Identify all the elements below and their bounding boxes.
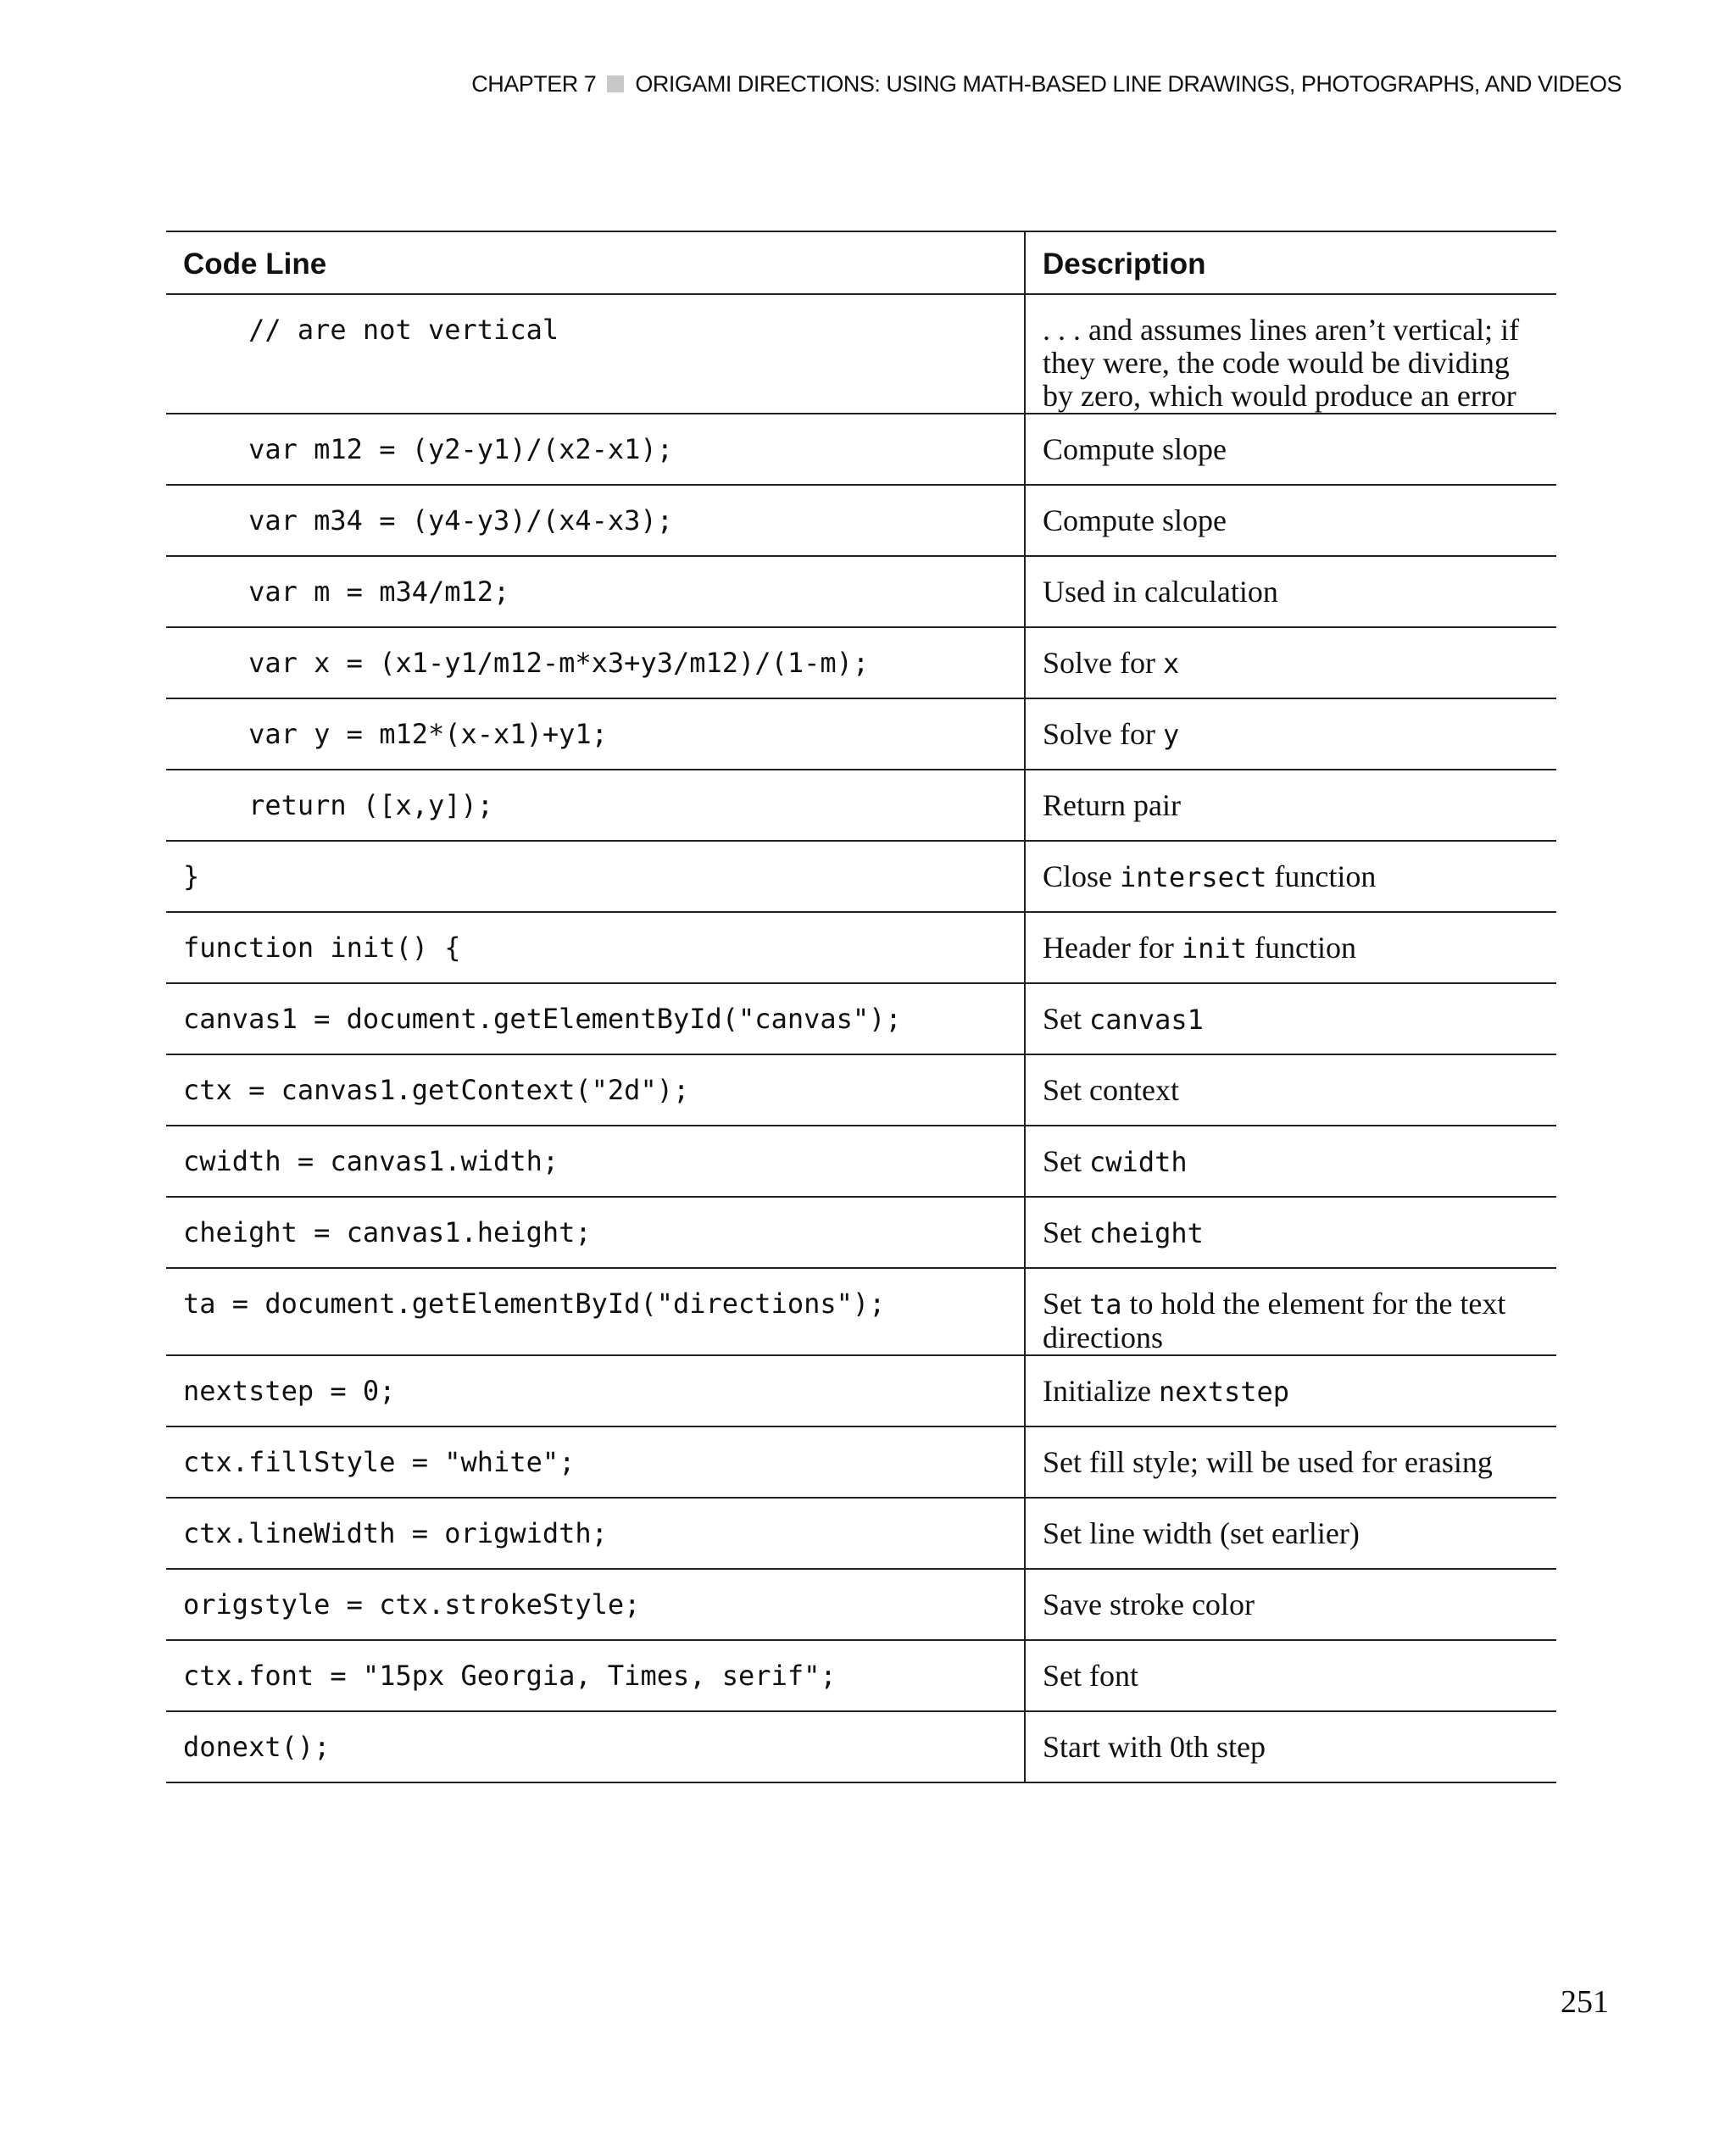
description-text: Close (1043, 859, 1121, 893)
code-line-cell: cheight = canvas1.height; (166, 1197, 1025, 1268)
table-row (166, 983, 1556, 1054)
code-term: cheight (1089, 1217, 1204, 1249)
description-text: Set (1043, 1002, 1090, 1036)
code-line-cell: function init() { (166, 912, 1025, 983)
table-row (166, 1355, 1556, 1426)
code-line-cell: canvas1 = document.getElementById("canvas"); (166, 983, 1025, 1054)
column-header-description: Description (1025, 231, 1556, 294)
code-line-cell: var x = (x1-y1/m12-m*x3+y3/m12)/(1-m); (166, 627, 1025, 698)
table-header-row (166, 231, 1556, 294)
description-cell (1025, 1054, 1556, 1126)
description-cell (1025, 556, 1556, 627)
description-text: Solve for (1043, 717, 1163, 751)
description-text: Initialize (1043, 1374, 1159, 1408)
code-line-cell: origstyle = ctx.strokeStyle; (166, 1569, 1025, 1640)
code-line-cell: var m = m34/m12; (166, 556, 1025, 627)
code-term: cwidth (1089, 1146, 1188, 1178)
code-line-cell: return ([x,y]); (166, 770, 1025, 841)
code-term: intersect (1120, 861, 1267, 893)
code-line-cell: // are not vertical (166, 294, 1025, 414)
table-row (166, 1054, 1556, 1126)
code-term: ta (1089, 1288, 1122, 1321)
description-cell (1025, 841, 1556, 912)
description-text: Set (1043, 1144, 1090, 1178)
code-line-cell: ctx.fillStyle = "white"; (166, 1426, 1025, 1498)
code-line-cell: ta = document.getElementById("directions"); (166, 1268, 1025, 1355)
description-cell (1025, 1268, 1556, 1355)
description-cell (1025, 1569, 1556, 1640)
description-cell (1025, 912, 1556, 983)
table-row (166, 294, 1556, 414)
code-line-cell: var y = m12*(x-x1)+y1; (166, 698, 1025, 770)
description-text: Set line width (set earlier) (1043, 1516, 1360, 1550)
description-text: Compute slope (1043, 503, 1227, 537)
table-row (166, 698, 1556, 770)
description-cell (1025, 1640, 1556, 1711)
code-line-cell: nextstep = 0; (166, 1355, 1025, 1426)
description-cell (1025, 770, 1556, 841)
code-line-cell: ctx.lineWidth = origwidth; (166, 1498, 1025, 1569)
description-cell (1025, 983, 1556, 1054)
code-line-cell: ctx.font = "15px Georgia, Times, serif"; (166, 1640, 1025, 1711)
table-row (166, 556, 1556, 627)
table-row (166, 627, 1556, 698)
description-cell (1025, 294, 1556, 414)
page-number: 251 (1561, 1984, 1609, 2020)
description-text: Used in calculation (1043, 575, 1278, 609)
code-line-cell: var m34 = (y4-y3)/(x4-x3); (166, 485, 1025, 556)
description-cell (1025, 1426, 1556, 1498)
code-term: init (1181, 932, 1247, 965)
table-row (166, 912, 1556, 983)
description-cell (1025, 414, 1556, 485)
description-cell (1025, 698, 1556, 770)
table-row (166, 485, 1556, 556)
code-line-cell: ctx = canvas1.getContext("2d"); (166, 1054, 1025, 1126)
description-text: Solve for (1043, 646, 1163, 680)
description-text: Compute slope (1043, 432, 1227, 466)
table-row (166, 1711, 1556, 1782)
code-line-cell: donext(); (166, 1711, 1025, 1782)
description-cell (1025, 1197, 1556, 1268)
column-header-code-line: Code Line (166, 231, 1025, 294)
description-cell (1025, 1498, 1556, 1569)
description-text: Set font (1043, 1659, 1138, 1693)
table-row (166, 770, 1556, 841)
table-row (166, 841, 1556, 912)
description-cell (1025, 485, 1556, 556)
table-row (166, 1268, 1556, 1355)
code-term: nextstep (1158, 1376, 1290, 1408)
table-row (166, 1640, 1556, 1711)
code-description-table (166, 231, 1556, 1783)
table-body (166, 294, 1556, 1782)
description-text: Save stroke color (1043, 1588, 1255, 1621)
description-cell (1025, 1355, 1556, 1426)
description-text: Set (1043, 1287, 1090, 1321)
description-text: Return pair (1043, 788, 1181, 822)
code-term: x (1162, 648, 1180, 680)
table-row (166, 1426, 1556, 1498)
code-line-cell: var m12 = (y2-y1)/(x2-x1); (166, 414, 1025, 485)
description-text: to hold the element for the text directions (1043, 1287, 1506, 1354)
chapter-title: ORIGAMI DIRECTIONS: USING MATH-BASED LINE DRAWINGS, PHOTOGRAPHS, AND VIDEOS (635, 71, 1622, 97)
running-head (471, 71, 1622, 97)
code-term: canvas1 (1089, 1004, 1204, 1036)
code-line-cell: } (166, 841, 1025, 912)
description-text: . . . and assumes lines aren’t vertical; if they were, the code would be dividing by zero, which would produce an error (1043, 313, 1520, 413)
description-text: Set context (1043, 1073, 1179, 1107)
code-term: y (1162, 719, 1180, 751)
description-cell (1025, 627, 1556, 698)
description-text: function (1266, 859, 1377, 893)
table-row (166, 1498, 1556, 1569)
description-text: Set (1043, 1215, 1090, 1249)
description-cell (1025, 1126, 1556, 1197)
description-text: Header for (1043, 931, 1182, 965)
description-text: Start with 0th step (1043, 1730, 1266, 1764)
table-row (166, 1126, 1556, 1197)
table-row (166, 1569, 1556, 1640)
description-text: Set fill style; will be used for erasing (1043, 1445, 1493, 1479)
chapter-label: CHAPTER 7 (471, 71, 597, 97)
description-cell (1025, 1711, 1556, 1782)
description-text: function (1246, 931, 1356, 965)
separator-square-icon (607, 75, 624, 92)
table-row (166, 414, 1556, 485)
code-line-cell: cwidth = canvas1.width; (166, 1126, 1025, 1197)
table-row (166, 1197, 1556, 1268)
